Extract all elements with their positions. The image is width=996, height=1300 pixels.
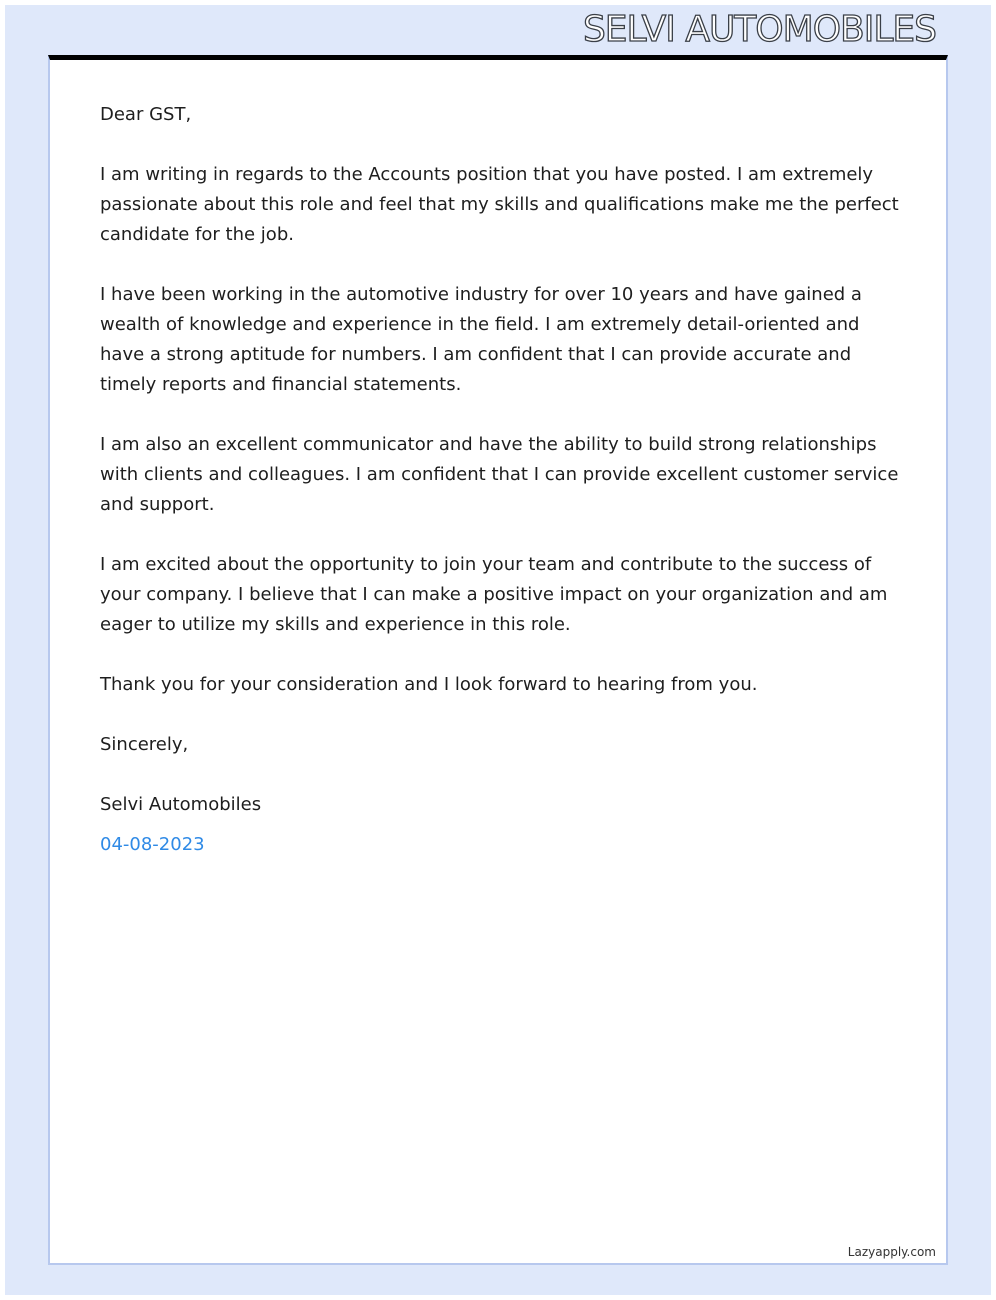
signer-name: Selvi Automobiles [100,794,262,815]
letter-date: 04-08-2023 [100,834,205,855]
salutation: Dear GST, [100,104,192,125]
paragraph-4: I am excited about the opportunity to join your team and contribute to the success of your company. I believe that I can make a positive impact on your organization and am eager to utilize my skills and experience in this role. [100,554,888,635]
paragraph-3: I am also an excellent communicator and have the ability to build strong relationships with clients and colleagues. I am confident that I can provide excellent customer service and support. [100,434,899,515]
watermark: Lazyapply.com [847,1245,936,1259]
paragraph-2: I have been working in the automotive industry for over 10 years and have gained a wealth of knowledge and experience in the field. I am extremely detail-oriented and have a strong aptitude for numbers. I am confident that I can provide accurate and timely reports and financial statements. [100,284,862,395]
letter-body [100,100,900,860]
paragraph-1: I am writing in regards to the Accounts position that you have posted. I am extremely passionate about this role and feel that my skills and qualifications make me the perfect candidate for the job. [100,164,899,245]
company-header: SELVI AUTOMOBILES [582,9,936,50]
closing: Sincerely, [100,734,189,755]
paragraph-5: Thank you for your consideration and I look forward to hearing from you. [100,674,758,695]
letter-paper [48,55,948,1265]
